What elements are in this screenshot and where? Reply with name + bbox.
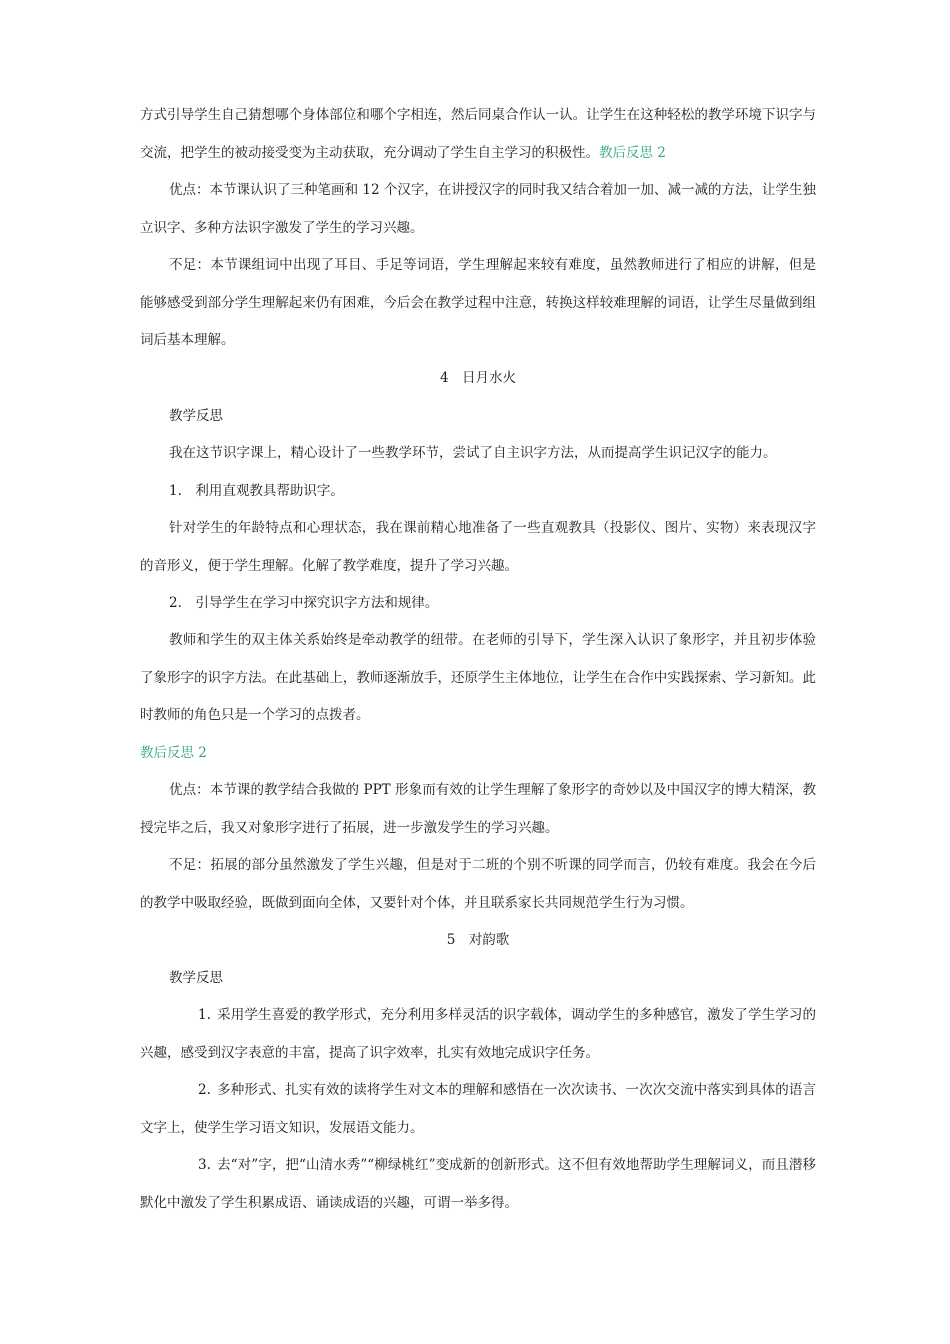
section-subheading: 教学反思 bbox=[169, 970, 223, 986]
list-item bbox=[140, 997, 816, 1072]
paragraph-text: 方式引导学生自己猜想哪个身体部位和哪个字相连，然后同桌合作认一认。让学生在这种轻松的教学环境下识字与交流，把学生的被动接受变为主动获取，充分调动了学生自主学习的积极性。 bbox=[140, 107, 816, 161]
list-number: 1. bbox=[198, 1007, 211, 1023]
list-item: 1. 利用直观教具帮助识字。 bbox=[169, 483, 344, 499]
paragraph: 针对学生的年龄特点和心理状态，我在课前精心地准备了一些直观教具（投影仪、图片、实物）来表现汉字的音形义，便于学生理解。化解了教学难度，提升了学习兴趣。 bbox=[140, 520, 816, 574]
section-subheading: 教学反思 bbox=[169, 408, 223, 424]
paragraph-weaknesses: 不足：本节课组词中出现了耳目、手足等词语，学生理解起来较有难度，虽然教师进行了相应的讲解，但是能够感受到部分学生理解起来仍有困难，今后会在教学过程中注意，转换这样较难理解的词语，让学生尽量做到组词后基本理解。 bbox=[140, 257, 816, 348]
reflection-link[interactable]: 教后反思 2 bbox=[599, 144, 666, 161]
paragraph bbox=[140, 97, 816, 172]
list-item: 2. 引导学生在学习中探究识字方法和规律。 bbox=[169, 595, 439, 611]
list-number: 3. bbox=[198, 1157, 211, 1173]
paragraph: 我在这节识字课上，精心设计了一些教学环节，尝试了自主识字方法，从而提高学生识记汉字的能力。 bbox=[169, 445, 777, 461]
list-text: 采用学生喜爱的教学形式，充分利用多样灵活的识字载体，调动学生的多种感官，激发了学生学习的兴趣，感受到汉字表意的丰富，提高了识字效率，扎实有效地完成识字任务。 bbox=[140, 1007, 816, 1061]
section-heading: 4 日月水火 bbox=[439, 370, 517, 386]
paragraph-strengths: 优点：本节课认识了三种笔画和 12 个汉字，在讲授汉字的同时我又结合着加一加、减一减的方法，让学生独立识字、多种方法识字激发了学生的学习兴趣。 bbox=[140, 182, 816, 236]
list-item bbox=[140, 1147, 816, 1222]
list-text: 多种形式、扎实有效的读将学生对文本的理解和感悟在一次次读书、一次次交流中落实到具体的语言文字上，使学生学习语文知识，发展语文能力。 bbox=[140, 1082, 816, 1136]
list-text: 去“对”字，把“山清水秀”“柳绿桃红”变成新的创新形式。这不但有效地帮助学生理解词义，而且潜移默化中激发了学生积累成语、诵读成语的兴趣，可谓一举多得。 bbox=[140, 1157, 816, 1211]
paragraph-strengths: 优点：本节课的教学结合我做的 PPT 形象而有效的让学生理解了象形字的奇妙以及中国汉字的博大精深，教授完毕之后，我又对象形字进行了拓展，进一步激发学生的学习兴趣。 bbox=[140, 782, 816, 836]
section-heading: 5 对韵歌 bbox=[446, 932, 510, 948]
reflection-link[interactable]: 教后反思 2 bbox=[140, 745, 207, 761]
paragraph: 教师和学生的双主体关系始终是牵动教学的纽带。在老师的引导下，学生深入认识了象形字，并且初步体验了象形字的识字方法。在此基础上，教师逐渐放手，还原学生主体地位，让学生在合作中实践探索、学习新知。此时教师的角色只是一个学习的点拨者。 bbox=[140, 632, 816, 723]
list-item bbox=[140, 1072, 816, 1147]
paragraph-weaknesses: 不足：拓展的部分虽然激发了学生兴趣，但是对于二班的个别不听课的同学而言，仍较有难度。我会在今后的教学中吸取经验，既做到面向全体，又要针对个体，并且联系家长共同规范学生行为习惯。 bbox=[140, 857, 816, 911]
list-number: 2. bbox=[198, 1082, 211, 1098]
